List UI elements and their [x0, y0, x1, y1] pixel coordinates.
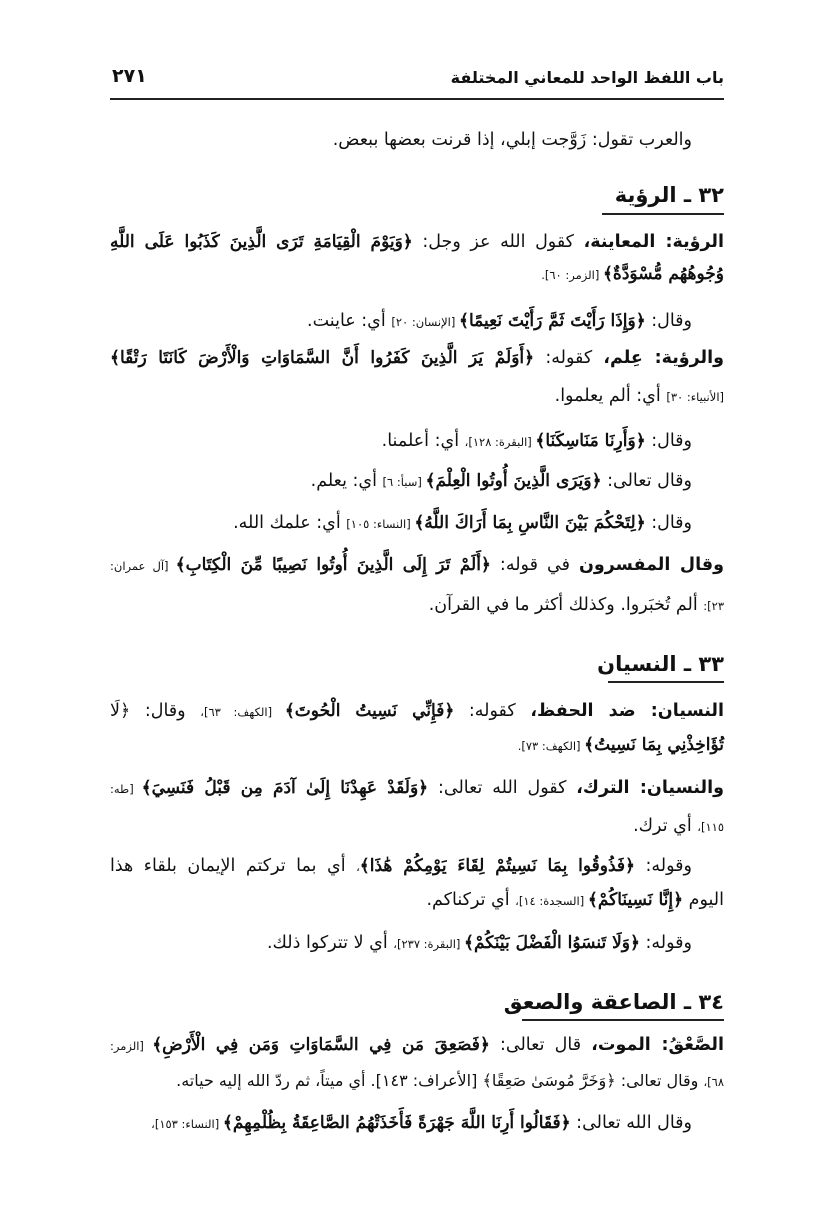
term: وقال المفسرون [578, 555, 725, 575]
line-text: وقال الله تعالى: [570, 1113, 692, 1133]
verse-reference: [البقرة: ٢٣٧]، [393, 937, 465, 951]
quran-verse: ﴿أَوَلَمْ يَرَ الَّذِينَ كَفَرُوا أَنَّ السَّمَاوَاتِ وَالْأَرْضَ كَانَتَا رَتْقًا﴾ [110, 348, 535, 368]
line-text: اليوم [683, 890, 724, 910]
term: الصَّعْقُ: الموت، [591, 1035, 724, 1055]
text-line [110, 812, 724, 841]
verse-reference: ٢٣]: [703, 599, 724, 613]
quran-verse: ﴿وَيَوْمَ الْقِيَامَةِ تَرَى الَّذِينَ كَذَبُوا عَلَى اللَّهِ [110, 232, 413, 252]
section-heading-33: ٣٣ ـ النسيان [597, 652, 724, 676]
text-line [110, 344, 724, 372]
line-text: أي: ألم يعلموا. [554, 386, 667, 406]
quran-verse: ﴿وَأَرِنَا مَنَاسِكَنَا﴾ [535, 431, 646, 451]
term: النسيان: ضد الحفظ، [530, 701, 724, 721]
quran-verse: ﴿إِنَّا نَسِينَاكُمْ﴾ [587, 890, 684, 910]
page-number: ٢٧١ [112, 65, 147, 87]
line-text: كقوله: [534, 348, 604, 368]
quran-verse: ﴿أَلَمْ تَرَ إِلَى الَّذِينَ أُوتُوا نَصِيبًا مِّنَ الْكِتَابِ﴾ [175, 555, 491, 575]
text-line [110, 852, 692, 881]
section-heading-34: ٣٤ ـ الصاعقة والصعق [503, 990, 724, 1014]
verse-reference: [الكهف: ٦٣]، [200, 705, 285, 719]
quran-verse: ﴿فَقَالُوا أَرِنَا اللَّهَ جَهْرَةً فَأَخَذَتْهُمُ الصَّاعِقَةُ بِظُلْمِهِمْ﴾ [222, 1113, 571, 1133]
text-line [110, 697, 724, 726]
term: والنسيان: الترك، [576, 778, 724, 798]
quran-verse: ﴿فَصَعِقَ مَن فِي السَّمَاوَاتِ وَمَن فِي الْأَرْضِ﴾ [152, 1035, 490, 1055]
line-text: ألم تُخبَروا. وكذلك أكثر ما في القرآن. [428, 595, 704, 615]
quran-verse: ﴿لِتَحْكُمَ بَيْنَ النَّاسِ بِمَا أَرَاكَ اللَّهُ﴾ [414, 513, 646, 533]
quran-verse: ﴿فَإِنِّي نَسِيتُ الْحُوتَ﴾ [284, 701, 455, 721]
text-line [110, 382, 724, 411]
verse-reference: [الكهف: ٧٣]. [517, 739, 585, 753]
text-line [110, 260, 724, 289]
term: والرؤية: عِلم، [603, 348, 724, 368]
text-line [110, 591, 724, 620]
verse-reference: ١١٥]، [697, 820, 724, 834]
line-text: وقال: [645, 431, 692, 451]
header-title: باب اللفظ الواحد للمعاني المختلفة [450, 68, 724, 87]
text-line [110, 307, 692, 336]
section-rule-33 [608, 681, 724, 683]
running-header [110, 58, 724, 100]
text-line [110, 886, 724, 915]
line-text: أي: أعلمنا. [381, 431, 465, 451]
section-heading-32: ٣٢ ـ الرؤية [614, 183, 724, 207]
book-page [110, 0, 724, 1205]
text-line [110, 467, 692, 496]
line-text: وقال: [645, 513, 692, 533]
text-line [110, 509, 692, 538]
line-text: أي: عاينت. [307, 311, 392, 331]
quran-verse: ﴿وَلَا تَنسَوُا الْفَضْلَ بَيْنَكُمْ﴾ [464, 933, 640, 953]
verse-reference: [سبأ: ٦] [382, 475, 426, 489]
text-line [110, 929, 692, 958]
quran-verse: ﴿وَإِذَا رَأَيْتَ ثَمَّ رَأَيْتَ نَعِيمًا﴾ [459, 311, 646, 331]
quran-verse: ﴿فَذُوقُوا بِمَا نَسِيتُمْ لِقَاءَ يَوْمِكُمْ هَٰذَا﴾ [359, 856, 636, 876]
line-text: وقال تعالى: [601, 471, 692, 491]
verse-reference: [الإنسان: ٢٠] [391, 315, 460, 329]
verse-reference: ٦٨]، [703, 1075, 724, 1089]
line-text: وقال تعالى: ﴿وَخَرَّ مُوسَىٰ صَعِقًا﴾ [الأعراف: ١٤٣]. أي ميتاً، ثم ردّ الله إليه حياته. [176, 1071, 704, 1090]
verse-reference: [النساء: ١٠٥] [346, 517, 415, 531]
line-text: كقوله: [454, 701, 531, 721]
line-text: قال تعالى: [489, 1035, 592, 1055]
line-text: كقول الله عز وجل: [412, 232, 584, 252]
line-text: وقال: [645, 311, 692, 331]
line-text: أي: يعلم. [310, 471, 383, 491]
text-line [110, 731, 724, 760]
verse-reference: [البقرة: ١٢٨]، [464, 435, 536, 449]
quran-verse: تُؤَاخِذْنِي بِمَا نَسِيتُ﴾ [584, 735, 724, 755]
line-text: وقال: ﴿لَا [110, 701, 201, 721]
text-line [110, 1067, 724, 1096]
quran-verse: ﴿وَيَرَى الَّذِينَ أُوتُوا الْعِلْمَ﴾ [425, 471, 602, 491]
text-line [110, 774, 724, 803]
verse-reference: [الزمر: ٦٠]. [541, 268, 603, 282]
text-line [110, 1109, 692, 1138]
verse-reference: [الأنبياء: ٣٠] [666, 390, 724, 404]
term: الرؤية: المعاينة، [583, 232, 725, 252]
text-line [110, 427, 692, 456]
verse-reference: [الزمر: [110, 1039, 153, 1053]
line-text: أي لا تتركوا ذلك. [266, 933, 394, 953]
verse-reference: [النساء: ١٥٣]، [151, 1117, 223, 1131]
verse-reference: [طه: [110, 782, 142, 796]
verse-reference: [السجدة: ١٤]، [515, 894, 588, 908]
line-text: في قوله: [490, 555, 579, 575]
line-text: كقول الله تعالى: [428, 778, 577, 798]
line-text: أي ترك. [633, 816, 698, 836]
line-text: أي تركناكم. [426, 890, 516, 910]
line-text: أي: علمك الله. [233, 513, 347, 533]
intro-line: والعرب تقول: زَوَّجت إبلي، إذا قرنت بعضها ببعض. [332, 130, 692, 150]
verse-reference: [آل عمران: [110, 559, 176, 573]
quran-verse: وُجُوهُهُم مُّسْوَدَّةٌ﴾ [602, 264, 724, 284]
line-text: أي بما تركتم الإيمان بلقاء هذا [110, 856, 357, 876]
text-line [110, 228, 724, 256]
line-text: وقوله: [639, 933, 692, 953]
text-line [110, 1031, 724, 1060]
verse-reference: ، [356, 860, 360, 874]
text-line [110, 551, 724, 580]
section-rule-34 [522, 1019, 724, 1021]
quran-verse: ﴿وَلَقَدْ عَهِدْنَا إِلَىٰ آدَمَ مِن قَبْلُ فَنَسِيَ﴾ [141, 778, 429, 798]
line-text: وقوله: [635, 856, 692, 876]
section-rule-32 [602, 213, 724, 215]
